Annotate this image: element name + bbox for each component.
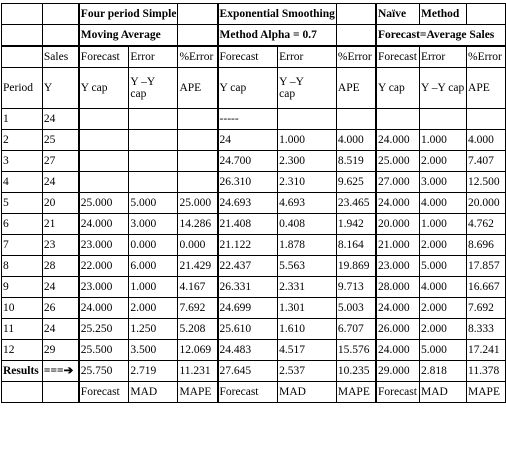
es-ape-cell: 1.942 [336,214,376,235]
ma-ape-cell: 0.000 [178,235,218,256]
table-row [2,235,506,256]
footer-mad-label: MAD [129,382,178,403]
es-forecast-cell: ----- [218,109,278,130]
es-ape-cell: 4.000 [336,130,376,151]
table-row [2,277,506,298]
ma-error-cell [129,109,178,130]
sales-cell: 23 [42,235,78,256]
moving-average-title: Four period Simple [79,4,178,25]
es-error-header: Error [278,46,337,68]
ma-diff-header-top: Y –Y [130,76,156,88]
ma-ape-cell [178,130,218,151]
sales-cell: 27 [42,151,78,172]
nv-ape-cell: 4.000 [467,130,506,151]
nv-ape-cell: 17.241 [467,340,506,361]
ma-forecast-cell: 24.000 [79,214,129,235]
moving-average-subtitle: Moving Average [79,25,178,47]
table-row [2,319,506,340]
table-row [2,340,506,361]
sales-cell: 28 [42,256,78,277]
sales-cell: 25 [42,130,78,151]
ma-forecast-cell: 24.000 [79,298,129,319]
sales-cell: 24 [42,109,78,130]
es-forecast-cell: 26.310 [218,172,278,193]
es-diff-header [278,68,337,109]
nv-forecast-cell: 25.000 [376,151,420,172]
header-row-2 [2,25,506,47]
sales-cell: 24 [42,172,78,193]
period-cell: 11 [2,319,43,340]
y-header: Y [42,68,78,109]
es-forecast-header: Forecast [218,46,278,68]
ma-forecast-cell: 23.000 [79,277,129,298]
nv-error-cell: 2.000 [419,319,466,340]
ma-ape-cell: 12.069 [178,340,218,361]
ma-ape-cell [178,109,218,130]
naive-title-a: Naïve [376,4,420,25]
es-ycap-header: Y cap [218,68,278,109]
result-es-e: 2.537 [278,361,337,382]
footer-mape-label: MAPE [467,382,506,403]
es-ape-cell: 5.003 [336,298,376,319]
es-error-cell: 0.408 [278,214,337,235]
period-cell: 8 [2,256,43,277]
ma-error-cell: 1.000 [129,277,178,298]
es-forecast-cell: 26.331 [218,277,278,298]
ma-ycap-header: Y cap [79,68,129,109]
exp-smoothing-subtitle: Method Alpha = 0.7 [218,25,337,47]
period-header: Period [2,68,43,109]
es-ape-cell [336,109,376,130]
es-error-cell: 1.000 [278,130,337,151]
sales-cell: 24 [42,319,78,340]
nv-error-cell: 5.000 [419,340,466,361]
nv-ape-cell: 17.857 [467,256,506,277]
es-error-cell: 2.331 [278,277,337,298]
table-row [2,298,506,319]
header-row-4 [2,68,506,109]
nv-forecast-cell: 24.000 [376,193,420,214]
footer-mape-label: MAPE [178,382,218,403]
es-error-cell: 2.310 [278,172,337,193]
es-ape-cell: 19.869 [336,256,376,277]
sales-cell: 26 [42,298,78,319]
footer-forecast-label: Forecast [79,382,129,403]
header-row-1 [2,4,506,25]
nv-ape-cell: 8.696 [467,235,506,256]
footer-row [2,382,506,403]
nv-ape-cell: 12.500 [467,172,506,193]
es-ape-cell: 8.519 [336,151,376,172]
result-es-ape: 10.235 [336,361,376,382]
nv-error-cell: 5.000 [419,256,466,277]
results-label: Results [2,361,43,382]
nv-error-cell: 4.000 [419,193,466,214]
footer-mad-label: MAD [419,382,466,403]
period-cell: 10 [2,298,43,319]
header-row-3 [2,46,506,68]
period-cell: 2 [2,130,43,151]
ma-error-cell [129,172,178,193]
ma-forecast-cell [79,151,129,172]
nv-error-cell: 1.000 [419,130,466,151]
ma-error-cell: 3.000 [129,214,178,235]
sales-cell: 29 [42,340,78,361]
ma-forecast-cell: 25.000 [79,193,129,214]
es-ape-cell: 9.713 [336,277,376,298]
es-error-cell: 1.301 [278,298,337,319]
ma-ape-cell: 14.286 [178,214,218,235]
nv-error-cell: 2.000 [419,298,466,319]
ma-error-cell: 3.500 [129,340,178,361]
period-cell: 5 [2,193,43,214]
ma-forecast-cell [79,172,129,193]
nv-ycap-header: Y cap [376,68,420,109]
nv-ape-cell: 20.000 [467,193,506,214]
es-diff-header-bottom: cap [279,88,296,100]
ma-forecast-cell: 23.000 [79,235,129,256]
es-forecast-cell: 22.437 [218,256,278,277]
footer-empty-cell [2,382,43,403]
es-error-cell: 1.610 [278,319,337,340]
nv-diff-header: Y –Y cap [419,68,466,109]
ma-ape-cell: 5.208 [178,319,218,340]
nv-pct-error-header: %Error [467,46,506,68]
footer-forecast-label: Forecast [376,382,420,403]
nv-ape-cell: 16.667 [467,277,506,298]
nv-ape-header: APE [467,68,506,109]
es-ape-cell: 6.707 [336,319,376,340]
nv-forecast-header: Forecast [376,46,420,68]
nv-forecast-cell: 24.000 [376,130,420,151]
es-ape-cell: 23.465 [336,193,376,214]
footer-mad-label: MAD [278,382,337,403]
es-forecast-cell: 25.610 [218,319,278,340]
naive-title-b: Method [419,4,466,25]
table-row [2,151,506,172]
nv-forecast-cell: 24.000 [376,340,420,361]
period-cell: 6 [2,214,43,235]
es-ape-cell: 15.576 [336,340,376,361]
es-forecast-cell: 24.483 [218,340,278,361]
result-ma-ape: 11.231 [178,361,218,382]
nv-ape-cell: 8.333 [467,319,506,340]
nv-ape-cell: 7.407 [467,151,506,172]
results-row [2,361,506,382]
footer-empty-cell [42,382,78,403]
result-nv-f: 29.000 [376,361,420,382]
exp-smoothing-title: Exponential Smoothing [218,4,337,25]
period-cell: 7 [2,235,43,256]
period-cell: 3 [2,151,43,172]
ma-ape-header: APE [178,68,218,109]
es-forecast-cell: 24.700 [218,151,278,172]
period-cell: 9 [2,277,43,298]
ma-ape-cell: 4.167 [178,277,218,298]
sales-header: Sales [42,46,78,68]
table-row [2,130,506,151]
es-error-cell: 5.563 [278,256,337,277]
nv-ape-cell: 7.692 [467,298,506,319]
naive-subtitle: Forecast=Average Sales [376,25,506,47]
ma-forecast-header: Forecast [79,46,129,68]
es-forecast-cell: 21.408 [218,214,278,235]
sales-cell: 21 [42,214,78,235]
nv-ape-cell: 4.762 [467,214,506,235]
nv-error-cell: 4.000 [419,277,466,298]
es-forecast-cell: 24.693 [218,193,278,214]
ma-error-cell [129,151,178,172]
nv-error-cell: 1.000 [419,214,466,235]
ma-error-header: Error [129,46,178,68]
ma-ape-cell [178,172,218,193]
nv-forecast-cell: 28.000 [376,277,420,298]
period-cell: 1 [2,109,43,130]
table-row [2,193,506,214]
period-cell: 4 [2,172,43,193]
ma-forecast-cell: 22.000 [79,256,129,277]
ma-forecast-cell: 25.500 [79,340,129,361]
ma-error-cell: 2.000 [129,298,178,319]
result-nv-e: 2.818 [419,361,466,382]
result-nv-ape: 11.378 [467,361,506,382]
es-pct-error-header: %Error [336,46,376,68]
result-ma-f: 25.750 [79,361,129,382]
ma-forecast-cell [79,130,129,151]
footer-forecast-label: Forecast [218,382,278,403]
ma-diff-header-bottom: cap [130,88,147,100]
es-ape-cell: 8.164 [336,235,376,256]
sales-cell: 24 [42,277,78,298]
es-forecast-cell: 21.122 [218,235,278,256]
ma-diff-header [129,68,178,109]
nv-error-header: Error [419,46,466,68]
es-error-cell: 1.878 [278,235,337,256]
nv-ape-cell [467,109,506,130]
results-arrow-icon: ===➔ [42,361,78,382]
forecast-comparison-table [1,3,506,403]
nv-forecast-cell: 26.000 [376,319,420,340]
es-forecast-cell: 24 [218,130,278,151]
period-cell: 12 [2,340,43,361]
result-ma-e: 2.719 [129,361,178,382]
nv-error-cell: 2.000 [419,151,466,172]
nv-forecast-cell: 21.000 [376,235,420,256]
result-es-f: 27.645 [218,361,278,382]
ma-ape-cell [178,151,218,172]
nv-forecast-cell: 20.000 [376,214,420,235]
table-row [2,256,506,277]
footer-mape-label: MAPE [336,382,376,403]
table-row [2,109,506,130]
nv-forecast-cell: 24.000 [376,298,420,319]
es-ape-cell: 9.625 [336,172,376,193]
ma-error-cell: 1.250 [129,319,178,340]
sales-cell: 20 [42,193,78,214]
es-diff-header-top: Y –Y [279,76,304,88]
es-forecast-cell: 24.699 [218,298,278,319]
table-row [2,214,506,235]
nv-error-cell: 2.000 [419,235,466,256]
ma-forecast-cell: 25.250 [79,319,129,340]
ma-error-cell: 5.000 [129,193,178,214]
es-error-cell: 2.300 [278,151,337,172]
ma-forecast-cell [79,109,129,130]
table-row [2,172,506,193]
nv-error-cell: 3.000 [419,172,466,193]
ma-error-cell: 0.000 [129,235,178,256]
ma-pct-error-header: %Error [178,46,218,68]
nv-forecast-cell: 23.000 [376,256,420,277]
ma-ape-cell: 21.429 [178,256,218,277]
es-error-cell [278,109,337,130]
ma-error-cell [129,130,178,151]
ma-ape-cell: 7.692 [178,298,218,319]
es-error-cell: 4.693 [278,193,337,214]
nv-forecast-cell: 27.000 [376,172,420,193]
es-ape-header: APE [336,68,376,109]
nv-forecast-cell [376,109,420,130]
es-error-cell: 4.517 [278,340,337,361]
ma-error-cell: 6.000 [129,256,178,277]
ma-ape-cell: 25.000 [178,193,218,214]
nv-error-cell [419,109,466,130]
